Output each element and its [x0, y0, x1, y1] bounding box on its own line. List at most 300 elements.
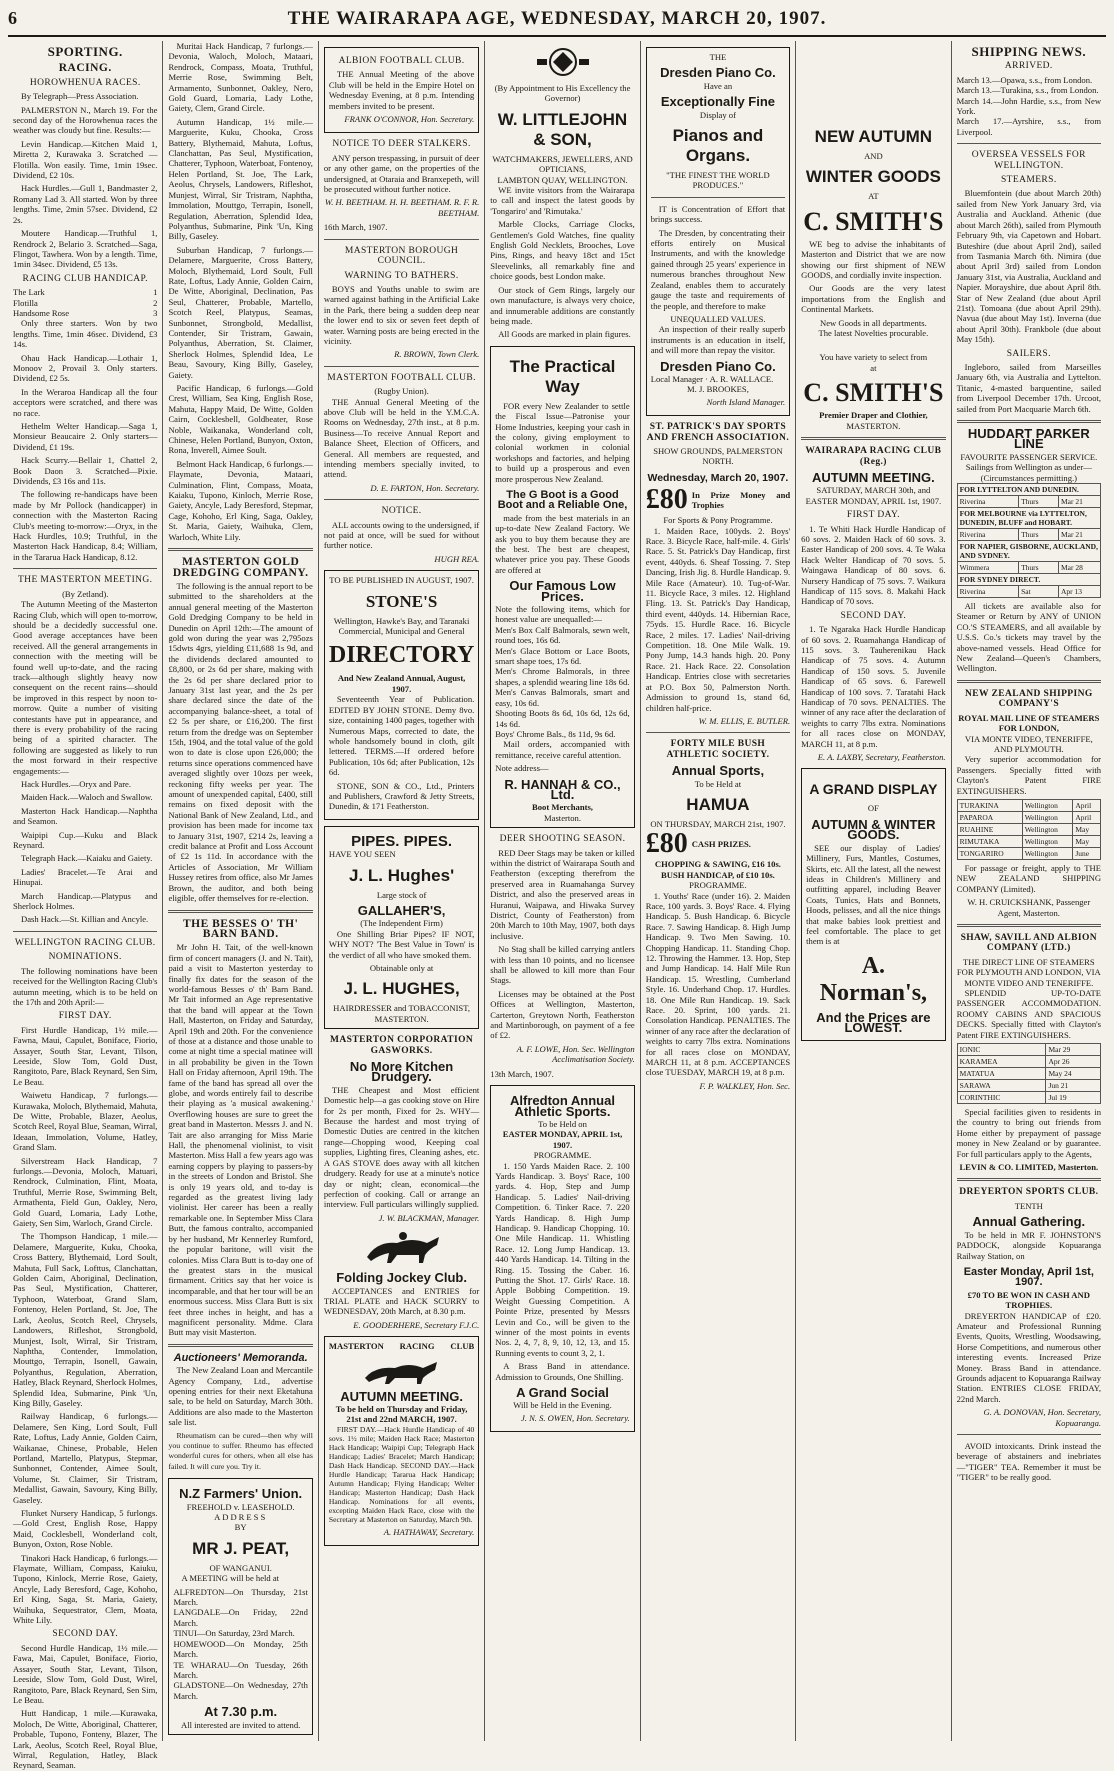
advert-line: (The Independent Firm): [360, 918, 443, 929]
notice-signature: D. E. FARTON, Hon. Secretary.: [370, 482, 480, 493]
article-paragraph: Waipipi Cup.—Kuku and Black Reynard.: [13, 829, 158, 851]
notice-text: THE Annual Meeting of the above Club will be held in the Empire Hotel on Wednesday Evening, at 8 p.m. Intending members invited to be present.: [328, 69, 475, 111]
advert-text: made from the best materials in an up-to-date New Zealand Factory. We ask you to buy them because they are the best. The best are cheapest, whatever price you pay. These Goods are offered at: [495, 512, 630, 575]
advert-title: The Practical Way: [509, 356, 616, 396]
ship-cell: Riverina: [957, 496, 1018, 508]
article-paragraph: Belmont Hack Handicap, 6 furlongs.—Flaymate, Devonia, Mataari, Culmination, Flint, Compass, Moata, Kaiaku, Tupono, Kinloch, Merrie Rose, Gaiety, Ancyle, Lady Beresford, Stepmar, Cage, Kohoho, Erl King, Saga, Oakley, St. Maria, Gaiety, Waihuka, Clem, Warloch, White Lily.: [168, 458, 313, 542]
notice-heading: ALBION FOOTBALL CLUB.: [338, 56, 465, 66]
divider: [324, 499, 479, 500]
newspaper-title: THE WAIRARAPA AGE, WEDNESDAY, MARCH 20, 1907.: [287, 8, 827, 29]
notice-text: No Stag shall be killed carrying antlers with less than 10 points, and no licensee shall be allowed to kill more than Four Stags.: [490, 944, 635, 986]
st-patricks-heading: ST. PATRICK'S DAY SPORTS AND FRENCH ASSOCIATION.: [646, 422, 790, 443]
advert-shop: J. L. HUGHES,: [343, 979, 460, 999]
advert-title: A GRAND DISPLAY: [809, 781, 938, 798]
ship-cell: IONIC: [957, 1044, 1046, 1056]
advert-line: MASTERTON.: [846, 420, 901, 431]
column-3: [319, 41, 485, 1741]
shipping-text: Special facilities given to residents in the country to bring out friends from Home either by prepayment of passage money in New Zealand or by guarantee. For full particulars apply to the Agents,: [956, 1107, 1102, 1159]
arrival-item: March 14.—John Hardie, s.s., from New York.: [956, 95, 1102, 117]
article-paragraph: Silverstream Hack Handicap, 7 furlongs.—Devonia, Moloch, Matuari, Rendrock, Culmination, Flint, Moata, Truthful, Merrie Rose, Swimming Belt, Armathenta, Field Gun, Oakley, Nero, Gold Guard, Lomaria, Lady Lothe, Gaiety, Sen Sim, Warloch, Grand Circle.: [13, 1155, 158, 1229]
club-title-part: CLUB: [450, 1341, 475, 1352]
advert-big-title: Pianos and Organs.: [672, 126, 764, 166]
article-paragraph: Hack Scurry.—Bellair 1, Chattel 2, Book Daon 3. Scratched—Pixie. Dividends, £3 16s and 11s.: [13, 455, 158, 487]
notice-text: BOYS and Youths unable to swim are warned against bathing in the Artificial Lake in the Park, there being a sudden deep near the lower end to six or seven feet depth of water. Warning posts are being erected in the vicinity.: [323, 283, 480, 346]
article-paragraph: The following is the annual report to be submitted to the shareholders at the annual general meeting of the Masterton Gold Dredging Company to be held in Dunedin on April 12th:—The amount of gold won during the year was 2,795ozs 15dwts 4grs, yielding £11,688 1s 9d, and the dividends declared amounted to £8,800, or 2s 6d per share, making with the 2s 6d per share declared prior to January 31st last year, and the 2s per share declared since the date of the accompanying balance-sheet, a total of £2 5s per share, or £16,200. The first return from the dredge was on September 15th, 1904, and the total value of the gold won to date is close upon £26,000; the returns since operations commenced have averaged slightly over 10ozs per week, reckoning fifty weeks per year. The amount of unexpended capital, £400, still remains on fixed deposit with the National Bank of New Zealand, Ltd., and provision has been made for income tax to January 31st, 1907, £214 2s, leaving a credit balance at Profit and Loss Account of £2 1s 11d. In accordance with the Articles of Association, Mr William Hussey retires from office, also Mr James Brown, the auditor, and both being eligible, offer themselves for re-election.: [168, 580, 313, 904]
meeting-place: HOMEWOOD—On Monday, 25th March.: [173, 1638, 308, 1660]
advert-line: MASTERTON.: [374, 1013, 429, 1024]
meeting-dates: SATURDAY, MARCH 30th, and EASTER MONDAY, APRIL 1st, 1907.: [805, 485, 942, 506]
shipping-text: For passage or freight, apply to THE NEW ZEALAND SHIPPING COMPANY (Limited).: [956, 862, 1102, 894]
club-title-part: RACING: [399, 1341, 435, 1352]
advert-line: To be Held on: [538, 1118, 587, 1129]
notice-heading: MASTERTON FOOTBALL CLUB.: [327, 372, 476, 383]
advert-line: HAVE YOU SEEN: [328, 849, 396, 860]
advert-text: DREYERTON HANDICAP of £20. Amateur and Professional Running Events, Quoits, Wrestling, Woodsawing, Horse Competitions, and numerous other interesting events. Increased Prize Money. Brass Band in attendance. Grounds adjacent to Kopuaranga Railway Station. ENTRIES CLOSE FRIDAY, 22nd March.: [956, 1310, 1102, 1404]
article-paragraph: Autumn Handicap, 1½ mile.—Marguerite, Kuku, Chooka, Cross Battery, Blythemaid, Mahuta, Loftus, Clanchattan, Pas Seul, Mystification, Chatterer, Typhoon, Waterboat, Fontenoy, Helen Portland, St. Joe, The Lark, Aeolus, Chrysels, Landowers, Rifleshot, Munjest, Wirral, Sir Tristram, Naphtha, Immolation, Mouttgo, Terrapin, Isonell, Regulation, Aberration, Splendid Idea, Polyanthus, Submarine, Pink 'Un, King Billy, Gaseley.: [168, 116, 313, 242]
price-item: Boys' Chrome Bals., 8s 11d, 9s 6d.: [495, 728, 616, 739]
divider: [957, 1434, 1101, 1435]
forty-mile-heading: FORTY MILE BUSH ATHLETIC SOCIETY.: [666, 739, 770, 760]
speaker-name: MR J. PEAT,: [192, 1538, 290, 1558]
divider: [957, 680, 1101, 683]
advert-line: at: [870, 362, 877, 373]
day-cell: Thurs: [1019, 529, 1059, 541]
advert-title: Annual Sports,: [671, 763, 765, 779]
advert-date: Easter Monday, April 1st, 1907.: [963, 1265, 1094, 1289]
norman-advert: [801, 768, 945, 1040]
advert-line: OF WANGANUI.: [209, 1562, 272, 1573]
article-paragraph: The New Zealand Loan and Mercantile Agency Company, Ltd., advertise opening entries for their next Eketahuna sale, to be held on Saturday, March 30th. Additions are also made to the Masterton sale list.: [168, 1365, 313, 1428]
masterton-racing-advert: [324, 1336, 479, 1546]
advert-text: A MEETING will be held at: [181, 1573, 280, 1584]
shipping-text: Bluemfontein (due about March 20th) sailed from New York January 3rd, via Australia and Auckland. Athenic (due about March 26th), sailed from Plymouth February 9th, via Capetown and Hobart. Buteshire (due about April 2nd), sailed from Tasmania March 6th. Nimira (due about April 3rd) sailed from London January 31st, via Australia, Auckland and Napier. Morayshire, due about April 8th. Star of New Zealand (due about April 21st). Tomoana (due about April 29th). Navua (due about May 1st). Inverna (due about April 30th). Frankbole (due about May 15th).: [956, 188, 1102, 345]
notice-text: RED Deer Stags may be taken or killed within the district of Wairarapa South and Featherston (excepting therefrom the preserved area in Ruamahanga Survey District, and also the preserved areas in Huranui, Waipawa, and Hiwaka Survey District, County of Featherston) from 20th March to 10th May, 1907, both days inclusive.: [490, 847, 635, 941]
article-paragraph: Rheumatism can be cured—then why will you continue to suffer. Rheumo has effected wonderful cures for others, when all else has failed. It will cure you. Try it.: [168, 1430, 313, 1471]
meeting-heading: AUTUMN MEETING.: [340, 1388, 463, 1404]
day-heading: SECOND DAY.: [840, 610, 907, 621]
advert-line: AND: [864, 151, 883, 161]
advert-signature: E. A. LAXBY, Secretary, Featherston.: [817, 752, 946, 763]
advert-line: Wellington, Hawke's Bay, and Taranaki Commercial, Municipal and General: [333, 615, 470, 637]
table-section-row: [957, 484, 1100, 496]
byline: (By Zetland).: [62, 588, 109, 599]
divider: [957, 420, 1101, 423]
advert-line: ADDRESS: [214, 1512, 268, 1523]
advert-title: No More Kitchen Drudgery.: [349, 1059, 454, 1085]
advert-line: PROGRAMME.: [689, 880, 747, 891]
advert-line: THE: [709, 52, 727, 62]
day-heading: SECOND DAY.: [52, 1629, 119, 1640]
article-paragraph: Hack Hurdles.—Oryx and Pare.: [21, 779, 132, 789]
shipping-text: All tickets are available also for Steamer or Return by ANY of UNION CO.'S STEAMERS, and all available by U.S.S. Co.'s tickets may travel by the above-named vessels. Head Office for New Zealand—Queen's Chambers, Wellington.: [956, 601, 1102, 674]
price-item: Note the following items, which for honest value are unequalled:—: [495, 604, 630, 625]
result-row: [13, 298, 157, 308]
price-item: Men's Canvas Balmorals, smart and easy, 10s 6d.: [495, 687, 630, 708]
price-item: Shooting Boots 8s 6d, 10s 6d, 12s 6d, 14s 6d.: [495, 708, 630, 729]
meeting-place: LANGDALE—On Friday, 22nd March.: [173, 1607, 308, 1628]
ship-cell: KARAMEA: [957, 1056, 1046, 1068]
advert-signature: W. M. ELLIS, E. BUTLER.: [698, 715, 791, 726]
prize-row: [646, 485, 790, 515]
table-row: [957, 586, 1100, 598]
tiger-tea-advert: AVOID intoxicants. Drink instead the beverage of abstainers and inebriates—"TIGER" TEA. Remember it must be "TIGER" to be really good.: [956, 1441, 1102, 1483]
farmers-union-advert: [168, 1478, 312, 1735]
ship-cell: CORINTHIC: [957, 1092, 1046, 1104]
article-paragraph: First Hurdle Handicap, 1½ mile.—Fawna, Maui, Capulet, Boniface, Fiorio, Assayer, South Star, Levant, Tilson, Leeside, Slow Tom, Gold Dust, Rangitoto, Pare, Black Reynard, Sen Sim, Le Beau.: [13, 1024, 158, 1087]
section-cell: FOR SYDNEY DIRECT.: [957, 574, 1100, 586]
club-title-part: MASTERTON: [328, 1341, 384, 1352]
advert-title: PIPES. PIPES.: [351, 832, 453, 850]
advert-line: Note address—: [495, 763, 549, 774]
ship-cell: RUAHINE: [957, 823, 1022, 835]
gold-dredging-heading: MASTERTON GOLD DREDGING COMPANY.: [172, 556, 309, 579]
ship-cell: MATATUA: [957, 1068, 1046, 1080]
masthead: [8, 8, 1106, 37]
advert-text: One Shilling Briar Pipes? IF NOT, WHY NOT? 'The Best Value in Town' is the verdict of all who have smoked them.: [328, 928, 475, 960]
advert-date: ON THURSDAY, MARCH 21st, 1907.: [650, 818, 786, 829]
placing: 3: [153, 307, 158, 318]
notice-subheading: WARNING TO BATHERS.: [344, 270, 459, 281]
racehorse-icon: [357, 1356, 447, 1386]
advert-text: To be held in MR F. JOHNSTON'S PADDOCK, alongside Kopuaranga Railway Station, on: [956, 1229, 1102, 1261]
advert-text: FIRST DAY.—Hack Hurdle Handicap of 40 sovs. 1½ mile; Maiden Hack Race; Masterton Hack Handicap; Waipipi Cup; Telegraph Hack Handicap; Ladies' Bracelet; March Handicap; Dash Hack Handicap. SECOND DAY.—Hack Hurdle Handicap; Tararua Hack Handicap; Autumn Handicap; Flying Handicap; Welter Handicap; Masterton Handicap; Dash Hack Handicap. Nominations for all events, excepting Maiden Hack Race, close with the Secretary at Masterton on Saturday, March 9th.: [328, 1424, 475, 1524]
pipes-advert: [324, 826, 479, 1029]
article-paragraph: Muritai Hack Handicap, 7 furlongs.—Devonia, Waloch, Moloch, Mataari, Rendrock, Compass, Moata, Truthful, Merrie Rose, Swimming Belt, Armamento, Sunbonnet, Oakley, Nero, Gold Guard, Lomaria, Lady Lothe, Gaiety, Clem, Grand Circle.: [168, 41, 313, 114]
advert-text: STONE, SON & CO., Ltd., Printers and Publishers, Crawford & Jetty Streets, Dunedin, & 171 Featherston.: [328, 780, 475, 812]
article-paragraph: Ohau Hack Handicap.—Lothair 1, Monoov 2, Provail 3. Only starters. Dividend, £2 5s.: [13, 352, 158, 384]
date-cell: May: [1073, 835, 1101, 847]
advert-footer: All interested are invited to attend.: [180, 1719, 301, 1730]
spacer: [801, 41, 945, 121]
smith-name: C. SMITH'S: [803, 378, 944, 408]
meeting-place: TE WHARAU—On Tuesday, 26th March.: [173, 1659, 308, 1680]
article-paragraph: The following re-handicaps have been made by Mr Pollock (handicapper) in connection with the Masterton Racing Club's meeting to-morrow:—Oryx, in the Hack Hurdles, 10.9; Truthful, in the Masterton Hack Handicap, 8.4; William, in the Tararua Hack Handicap, 8.12.: [13, 489, 158, 562]
subsection-heading: RACING.: [58, 62, 112, 75]
advert-line: You have variety to select from: [819, 352, 928, 363]
dresden-piano-advert: [646, 47, 790, 416]
divider: [957, 1178, 1101, 1181]
article-paragraph: PALMERSTON N., March 19. For the second day of the Horowhenua races the weather was cloudy but fine. Results:—: [13, 104, 158, 136]
column-2: [163, 41, 318, 1741]
advert-title: Dresden Piano Co.: [660, 65, 776, 81]
shipping-text: Ingleboro, sailed from Marseilles January 6th, via Australia and Lyttelton. Titanic, 4-masted barquentine, sailed from Liverpool December 17th. Urcoot, sailed from Port Macquarie March 6th.: [956, 361, 1102, 414]
article-paragraph: Levin Handicap.—Kitchen Maid 1, Miretta 2, Kurawaka 3. Scratched —Flotilla. Won easily. Time, 1min 19sec. Dividend, £2 10s.: [13, 138, 158, 181]
table-row: [957, 1056, 1100, 1068]
advert-big-title: DIRECTORY: [328, 642, 475, 669]
advert-line: Have an: [703, 80, 733, 91]
date-cell: Mar 29: [1046, 1044, 1101, 1056]
shipping-text: Very superior accommodation for Passengers. Specially fitted with Clayton's Patent FIRE EXTINGUISHERS.: [956, 754, 1102, 796]
article-paragraph: In the Weraroa Handicap all the four acceptors were scratched, and there was no race.: [13, 386, 158, 418]
table-row: [957, 1092, 1100, 1104]
ship-cell: Wimmera: [957, 562, 1018, 574]
ship-cell: SARAWA: [957, 1080, 1046, 1092]
ship-cell: TONGARIRO: [957, 847, 1022, 859]
advert-text: THE Cheapest and Most efficient Domestic help—a gas cooking stove on Hire for 2s per month, Fixed for 2s. WHY—Because the hardest and most trying of Domestic Duties are centred in the kitchen range—Chopping wood, Keeping coal supplies, Lighting fires, Cleaning ashes, etc. A GAS STOVE does away with all kitchen drudgery. Ready for use at a minute's notice day or night; clean, economical—the perfection of cooking. Call or arrange an interview. Full particulars willingly supplied.: [323, 1084, 480, 1210]
advert-line: CHOPPING & SAWING, £16 10s. BUSH HANDICAP, of £10 10s.: [654, 859, 781, 880]
notice-heading: MASTERTON BOROUGH COUNCIL.: [344, 245, 459, 267]
advert-signature: J. N. S. OWEN, Hon. Secretary.: [520, 1412, 630, 1423]
table-section-row: [957, 508, 1100, 529]
meeting-place: TINUI—On Saturday, 23rd March.: [173, 1628, 295, 1639]
table-section-row: [957, 541, 1100, 562]
sailings-table: [957, 483, 1101, 598]
date-cell: April: [1073, 811, 1101, 823]
royal-crest-icon: [533, 45, 593, 79]
advert-line: Premier Draper and Clothier,: [819, 410, 928, 421]
port-cell: Wellington: [1022, 835, 1073, 847]
meeting-place: ALFREDTON—On Thursday, 21st March.: [173, 1586, 308, 1608]
article-paragraph: The following nominations have been received for the Wellington Racing Club's autumn meeting, which is to be held on the 17th and 20th April:—: [13, 965, 158, 1007]
advert-line: To be Held at: [694, 778, 742, 789]
advert-text: WE invite visitors from the Wairarapa to call and inspect the latest goods by 'Tongariro' and 'Rimutaka.': [490, 185, 635, 216]
day-heading: FIRST DAY.: [846, 510, 900, 521]
column-1: [8, 41, 163, 1771]
programme-text: 1. Te Ngaraka Hack Hurdle Handicap of 60 sovs. 2. Ruamahanga Handicap of 115 sovs. 3. Tauherenikau Hack Handicap of 75 sovs. 4. Autumn Handicap of 150 sovs. 5. Juvenile Handicap of 65 sovs. 6. Farewell Handicap of 100 sovs. 7. Taratahi Hack Handicap of 70 sovs. PENALTIES. The winner of any race after the declaration of weights to carry 7lbs extra. Nominations for all races close on MONDAY, MARCH 11, at 8 p.m.: [801, 624, 946, 749]
article-paragraph: The Autumn Meeting of the Masterton Racing Club, which will open to-morrow, should be a decidedly successful one. Good average acceptances have been received. All the general arrangements in connection with the meeting will be found well up-to-date, and the racing track—although slightly heavy now consequent on the recent rains—should be improved in this respect by noon to-morrow. Quite a number of visiting contestants have put in appearance, and there is every probability of the racing being of a spirited character. The following are suggested as likely to run the most forward in their respective engagements:—: [13, 599, 158, 776]
advert-line: OF: [867, 803, 879, 814]
nz-sailings-table: [957, 799, 1101, 860]
advert-line: LAMBTON QUAY, WELLINGTON.: [497, 174, 628, 185]
horse-name: Handsome Rose: [13, 307, 70, 318]
notice-signature: FRANK O'CONNOR, Hon. Secretary.: [344, 114, 475, 125]
advert-line: North Island Manager.: [706, 396, 786, 407]
article-paragraph: Waiwetu Handicap, 7 furlongs.—Kurawaka, Moloch, Blythemaid, Mahuta, De Witte, Probable, Blazer, Aeolus, Scotch Reel, Royal Blue, Seaman, Wirral, Ideaan, Immolation, Volume, Hatley, Grand Slam.: [13, 1090, 158, 1153]
notice-text: ALL accounts owing to the undersigned, if not paid at once, will be sued for without further notice.: [323, 519, 480, 551]
day-cell: Thurs: [1019, 562, 1059, 574]
sailers-heading: SAILERS.: [1006, 348, 1051, 359]
meeting-place: GLADSTONE—On Wednesday, 27th March.: [173, 1680, 308, 1701]
prize-amount: £80: [645, 828, 688, 860]
shipping-text: SPLENDID UP-TO-DATE PASSENGER ACCOMMODATION. ROOMY CABINS AND SPACIOUS DECKS. Specially fitted with Clayton's Patent FIRE EXTINGUISHERS.: [956, 988, 1102, 1040]
norman-name: A. Norman's,: [819, 952, 928, 1006]
advert-text: The Dresden, by concentrating their efforts entirely on Musical Instruments, and with the knowledge gained through 25 years' experience in numerous branches throughout New Zealand, enables them to accurately gauge the taste and requirements of the people, and therefore to make: [650, 227, 786, 311]
price-item: Men's Box Calf Balmorals, sewn welt, round toes, 16s 6d.: [495, 624, 630, 646]
advert-line: Display of: [699, 109, 736, 120]
advert-agent: R. HANNAH & CO., Ltd.: [504, 776, 621, 802]
arrival-item: March 13.—Opawa, s.s., from London.: [956, 74, 1093, 85]
advert-signature: J. W. BLACKMAN, Manager.: [378, 1212, 480, 1223]
advert-line: Masterton.: [544, 812, 581, 823]
day-cell: Sat: [1019, 586, 1059, 598]
table-row: [957, 529, 1100, 541]
day-heading: FIRST DAY.: [58, 1011, 112, 1022]
advert-text: Marble Clocks, Carriage Clocks, Gentlemen's Gold Watches, fine quality English Gold Necklets, Brooches, Love Pins, Rings, and heavy 18ct and 15ct Sleevelinks, all remarkably fine and choice goods, best London make.: [490, 219, 635, 282]
date-cell: Mar 21: [1058, 496, 1100, 508]
notice-text: Licenses may be obtained at the Post Offices at Wellington, Masterton, Carterton, Greytown North, Featherston and Martinborough, on payment of a fee of £2.: [490, 988, 635, 1041]
article-paragraph: Hethelm Welter Handicap.—Saga 1, Monsieur Beaucaire 2. Only starters—Dividend, £1 19s.: [13, 421, 158, 452]
social-heading: A Grand Social: [516, 1385, 609, 1401]
column-5: [641, 41, 796, 1741]
notice-signature: HUGH REA.: [434, 553, 480, 564]
article-paragraph: Ladies' Bracelet.—Te Arai and Hinupai.: [13, 866, 158, 888]
article-paragraph: Pacific Handicap, 6 furlongs.—Gold Crest, William, Sea King, English Rose, Mahuta, Happy Maid, De Witte, Golden Cairn, Cocklesbell, Goldbeater, Rose Noble, Waikanaka, Wonderland colt, Chinese, Helen Portland, Bunyon, Oxton, Rona, Inverell, Aimee Soult.: [168, 383, 313, 456]
divider: [13, 568, 157, 569]
auctioneers-heading: Auctioneers' Memoranda.: [173, 1351, 308, 1364]
horse-name: The Lark: [13, 287, 45, 298]
article-paragraph: Only three starters. Won by two lengths. Time, 1min 46sec. Dividend, £3 14s.: [13, 318, 158, 350]
smith-name: C. SMITH'S: [803, 206, 944, 236]
ship-cell: TURAKINA: [957, 799, 1022, 811]
wairarapa-racing-heading: WAIRARAPA RACING CLUB (Reg.): [805, 446, 942, 467]
table-row: [957, 811, 1100, 823]
advert-line: VIA MONTE VIDEO, TENERIFFE, AND PLYMOUTH.: [964, 733, 1093, 754]
advert-title: AUTUMN & WINTER GOODS.: [811, 816, 936, 843]
advert-date: Wednesday, March 20, 1907.: [647, 471, 789, 484]
date-cell: Mar 21: [1058, 529, 1100, 541]
horowhenua-heading: HOROWHENUA RACES.: [29, 77, 141, 88]
advert-line: Large stock of: [376, 889, 427, 900]
result-row: [13, 287, 157, 297]
date-cell: Mar 28: [1058, 562, 1100, 574]
deer-season-heading: DEER SHOOTING SEASON.: [499, 834, 626, 845]
venue-name: HAMUA: [686, 794, 750, 814]
notice-text: THE Annual General Meeting of the above Club will be held in the Y.M.C.A. Rooms on Wednesday, 27th inst., at 8 p.m. Business—To receive Annual Report and Balance Sheet, Election of Officers, and General. All members are requested, and intending members specially invited, to attend.: [323, 396, 480, 480]
advert-line: New Goods in all departments.: [820, 317, 927, 328]
nominations-heading: NOMINATIONS.: [48, 952, 122, 963]
dreyerton-heading: DREYERTON SPORTS CLUB.: [959, 1187, 1099, 1198]
advert-text: Our stock of Gem Rings, largely our own manufacture, is always very choice, and innumerable additions are constantly being made.: [490, 284, 635, 326]
steamers-heading: STEAMERS.: [1001, 175, 1057, 186]
port-cell: Wellington: [1022, 799, 1073, 811]
advert-line: And New Zealand Annual, August, 1907.: [337, 673, 466, 694]
advert-slogan: The G Boot is a Good Boot and a Reliable One,: [497, 488, 628, 512]
masterton-meeting-heading: THE MASTERTON MEETING.: [17, 575, 153, 586]
divider: [957, 924, 1101, 927]
arrived-heading: ARRIVED.: [1004, 61, 1053, 72]
section-cell: FOR LYTTELTON AND DUNEDIN.: [957, 484, 1100, 496]
port-cell: Wellington: [1022, 811, 1073, 823]
table-section-row: [957, 574, 1100, 586]
article-paragraph: Maiden Hack.—Waloch and Swallow.: [21, 792, 153, 803]
besses-band-heading: THE BESSES O' TH' BARN BAND.: [182, 917, 299, 940]
advert-motto: "THE FINEST THE WORLD PRODUCES.": [666, 170, 770, 191]
programme-text: 1. 150 Yards Maiden Race. 2. 100 Yards Handicap. 3. Boys' Race, 100 yards. 4. Hop, Step and Jump Handicap. 5. Ladies' Nail-driving Competition. 6. Tinker Race. 7. 220 Yards Handicap. 8. High Jump Handicap. 9. Handicap Chopping. 10. One Mile Handicap. 11. Whistling Race. 12. Long Jump Handicap. 13. 440 Yards Handicap. 14. Tilting in the Ring. 15. Tossing the Caber. 16. Putting the Shot. 17. Girls' Race. 18. Apple Bobbing Competition. 19. Weight Guessing Competition. A Pointe Prize, presented by Messrs Levin and Co., will be given to the winner of the most points in events Nos. 2, 4, 7, 8, 9, 10, 12, 13, and 15. Running events to count 3, 2, 1.: [495, 1160, 630, 1358]
divider: [324, 366, 479, 367]
advert-text: All Goods are marked in plain figures.: [498, 329, 631, 340]
advert-text: Seventeenth Year of Publication. EDITED BY JOHN STONE. Demy 8vo. size, containing 1400 pages, together with Numerous Maps, corrected to date, the whole handsomely bound in cloth, gilt lettered. TERMS.—If ordered before Publication, 10s 6d; after Publication, 12s 6d.: [328, 694, 475, 778]
table-row: [957, 847, 1100, 859]
advert-signature: G. A. DONOVAN, Hon. Secretary, Kopuaranga.: [983, 1407, 1102, 1428]
notice-date: 16th March, 1907.: [323, 222, 388, 233]
nz-shipping-title: NEW ZEALAND SHIPPING COMPANY'S: [964, 688, 1093, 710]
directory-advert: [324, 570, 479, 820]
shaw-savill-title: SHAW, SAVILL AND ALBION COMPANY (LTD.): [960, 932, 1098, 954]
advert-name: J. L. Hughes': [349, 865, 455, 885]
article-paragraph: Masterton Hack Handicap.—Naphtha and Seamon.: [13, 805, 158, 827]
article-paragraph: Railway Handicap, 6 furlongs.—Delamere, Sen King, Lord Soult, Full Rate, Loftus, Lady Annie, Golden Cairn, Waikanae, Chinese, Probable, Helen Portland, Martello, Platypus, Stepmar, Sunbonnet, Contender, Aimee Soult, Volume, St. Claimer, Sir Tristram, Medallist, Gawain, Savoury, King Billy, Gaseley.: [13, 1411, 158, 1505]
ship-cell: RIMUTAKA: [957, 835, 1022, 847]
port-cell: Wellington: [1022, 847, 1073, 859]
meeting-dates: To be held on Thursday and Friday, 21st and 22nd MARCH, 1907.: [335, 1403, 468, 1425]
advert-line: BY: [234, 1522, 247, 1533]
port-cell: Wellington: [1022, 823, 1073, 835]
date-cell: April: [1073, 799, 1101, 811]
divider: [168, 548, 312, 551]
notice-signature: W. H. BEETHAM. H. H. BEETHAM. R. F. R. BEETHAM.: [324, 197, 480, 218]
article-paragraph: Mr John H. Tait, of the well-known firm of concert managers (J. and N. Tait), paid a visit to Masterton yesterday to finally fix dates for the season of the world-famous Besses o' th' Barn Band. Mr Tait informed an Age representative that the band will appear at the Town Hall, Masterton, on Friday and Saturday, April 19th and 20th. For the convenience of those at a distance and those unable to come at night time a special matinee will in all probability be given in the Town Hall on Friday afternoon, April 19th. The fame of the band has spread all over the globe, and words entirely fail to describe their playing as 'a musical awakening.' Overflowing houses are sure to greet the great band in Masterton. Messrs J. and N. Tait are also arranging for Miss Marie Hall, the phenomenal violinist, to visit Masterton. Miss Hall a few years ago was earning coppers by playing to passers-by in the streets of London and Bristol. She is only 19 years old, and to-day is regarded as the greatest living lady violinist. Her career has been a really remarkable one. In September Miss Clara Butt, the famous contralto, accompanied by her husband, Mr Kennerley Rumford, the popular baritone, will visit the colonies. Miss Clara Butt is to-day one of the greatest stars in the musical firmament. Critics say that her voice is incomparable, and that her tour will be an enormous success. Miss Clara Butt is six feet three inches in height, and has a magnificent personality. Mdme. Clara Butt may visit Masterton.: [168, 942, 313, 1338]
placing: 1: [153, 287, 158, 298]
advert-line: TENTH: [1014, 1200, 1043, 1211]
advert-text: FOR every New Zealander to settle the Fiscal Issue—Patronise your Home Industries, keeping your cash in the colony, giving employment to colonial workmen in colonial workshops and factories, and helping to build up a prosperous and even more prosperous New Zealand.: [495, 400, 630, 484]
advert-title: Annual Gathering.: [972, 1214, 1086, 1230]
divider: [651, 197, 785, 198]
advert-line: UNEQUALLED VALUES.: [670, 313, 766, 324]
price-item: Men's Glace Bottom or Lace Boots, smart shape toes, 17s 6d.: [495, 645, 630, 667]
advert-line: Local Manager · A. R. WALLACE.: [650, 373, 774, 384]
ship-cell: PAPAROA: [957, 811, 1022, 823]
meeting-time: At 7.30 p.m.: [204, 1704, 278, 1720]
ship-cell: Riverina: [957, 529, 1018, 541]
advert-line: For Sports & Pony Programme.: [663, 515, 773, 526]
prize-label: CASH PRIZES.: [691, 839, 751, 850]
arrival-item: March 17.—Ayrshire, s.s., from Liverpool.: [956, 116, 1102, 137]
divider: [168, 1344, 312, 1347]
advert-line: M. J. BROOKES,: [687, 384, 749, 395]
advert-line: Exceptionally Fine: [660, 94, 776, 110]
advert-line: Boot Merchants,: [532, 802, 593, 813]
article-paragraph: By Telegraph—Press Association.: [21, 91, 139, 102]
notice-heading: NOTICE.: [381, 506, 422, 517]
advert-signature: A. HATHAWAY, Secretary.: [383, 1526, 475, 1537]
advert-text: An inspection of their really superb instruments is an education in itself, and will more than repay the visitor.: [650, 324, 786, 356]
advert-text: Our Goods are the very latest importations from the English and Continental Markets.: [801, 283, 946, 315]
price-item: Men's Chrome Balmorals, in three shapes, a splendid wearing line 18s 6d.: [495, 666, 630, 687]
appointment-line: (By Appointment to His Excellency the Governor): [494, 83, 631, 104]
advert-date: EASTER MONDAY, APRIL 1st, 1907.: [502, 1129, 623, 1150]
table-row: [957, 799, 1100, 811]
littlejohn-title: W. LITTLEJOHN & SON,: [497, 109, 628, 149]
date-cell: June: [1073, 847, 1101, 859]
advert-title: Alfredton Annual Athletic Sports.: [510, 1093, 615, 1119]
placing: 2: [153, 297, 158, 308]
date-cell: Apr 26: [1046, 1056, 1101, 1068]
article-paragraph: Flunket Nursery Handicap, 5 furlongs.—Gold Crest, English Rose, Happy Maid, Cocklesbell, Wonderland colt, Bunyon, Oxton, Rose Noble.: [13, 1508, 158, 1550]
advert-title: Dresden Piano Co.: [660, 358, 776, 374]
day-cell: Thurs: [1019, 496, 1059, 508]
advert-line: Obtainable only at: [369, 963, 434, 973]
advert-title: WINTER GOODS: [805, 167, 941, 187]
date-cell: May 24: [1046, 1068, 1101, 1080]
divider: [801, 437, 945, 440]
practical-way-advert: [490, 346, 634, 828]
table-row: [957, 823, 1100, 835]
programme-text: 1. Youths' Race (under 16). 2. Maiden Race, 100 yards. 3. Boys' Race. 4. Flying Handicap. 5. Bush Handicap. 6. Bicycle Race. 7. Sawing Handicap. 8. High Jump Handicap. 9. Two Men Sawing. 10. Chopping Handicap. 11. Standing Chop. 12. Throwing the Hammer. 13. Hop, Step and Jump Handicap. 14. Half Mile Run Handicap. 15. Wrestling, Cumberland Style. 16. Underhand Chop. 17. Hurdles. 18. One Mile Run Handicap. 19. Sack Race. 20. Sprint, 100 yards. 21. Consolation Handicap. PENALTIES. The winner of any race after the declaration of weights to carry 7lbs extra. Nominations for all races close on MONDAY, MARCH 11, at 8 p.m. ACCEPTANCES close TUESDAY, MARCH 19, at 8 p.m.: [645, 890, 791, 1078]
shaw-savill-table: [957, 1043, 1101, 1104]
huddart-parker-title: HUDDART PARKER LINE: [967, 426, 1090, 452]
article-paragraph: Suburban Handicap, 7 furlongs.—Delamere, Marguerite, Cross Battery, Moloch, Blythemaid, Lord Soult, Full Rate, Loftus, Lady Annie, Golden Cairn, De Witte, Aboriginal, Declination, Pas Seul, Chatterer, Probable, Martello, Scotch Reel, Platypus, Seamas, Sunbonnet, Strongbold, Medallist, Contender, Sir Tristram, Gawain, Polyanthus, Aberration, St. Claimer, Sherlock Holmes, Splendid Idea, Le Beau, Savoury, King Billy, Gaseley, Gaiety.: [168, 244, 313, 380]
column-4: [485, 41, 640, 1741]
notice-subheading: (Rugby Union).: [374, 386, 429, 397]
club-title-row: [329, 1341, 474, 1351]
advert-line: Sailings from Wellington as under—(Circumstances permitting.): [965, 462, 1092, 483]
advert-text: IT is Concentration of Effort that brings success.: [650, 203, 786, 225]
column-7: [952, 41, 1106, 1741]
divider: [324, 239, 479, 240]
advert-line: £70 TO BE WON IN CASH AND TROPHIES.: [967, 1289, 1090, 1311]
divider: [13, 931, 157, 932]
programme-text: 1. Te Whiti Hack Hurdle Handicap of 60 sovs. 2. Maiden Hack of 60 sovs. 3. Easter Handicap of 200 sovs. 4. Te Waka Hack Welter Handicap of 70 sovs. 5. Waingawa Handicap of 80 sovs. 6. Nursery Handicap of 75 sovs. 7. Waikura Handicap of 115 sovs. 8. Makahi Hack Handicap of 70 sovs.: [801, 523, 946, 607]
meeting-heading: AUTUMN MEETING.: [811, 469, 935, 485]
table-row: [957, 562, 1100, 574]
result-row: [13, 308, 157, 318]
advert-line: PROGRAMME.: [533, 1150, 592, 1161]
advert-text: SEE our display of Ladies' Millinery, Furs, Mantles, Costumes, Skirts, etc. All the latest, all the newest ideas in Children's Millinery and outfitting apparel, including Beaver Coats, Tunics, Hats and Bonnets, Hoods, pelisses, and all the nice things that make babies look prettiest and feel comfortable. The place to get them is at: [806, 842, 941, 947]
section-cell: FOR MELBOURNE via LYTTELTON, DUNEDIN, BLUFF and HOBART.: [957, 508, 1100, 529]
advert-subtitle: FREEHOLD v. LEASEHOLD.: [186, 1501, 295, 1512]
advert-text: Mail orders, accompanied with remittance, receive careful attention.: [495, 739, 630, 760]
advert-line: AT: [868, 191, 879, 202]
